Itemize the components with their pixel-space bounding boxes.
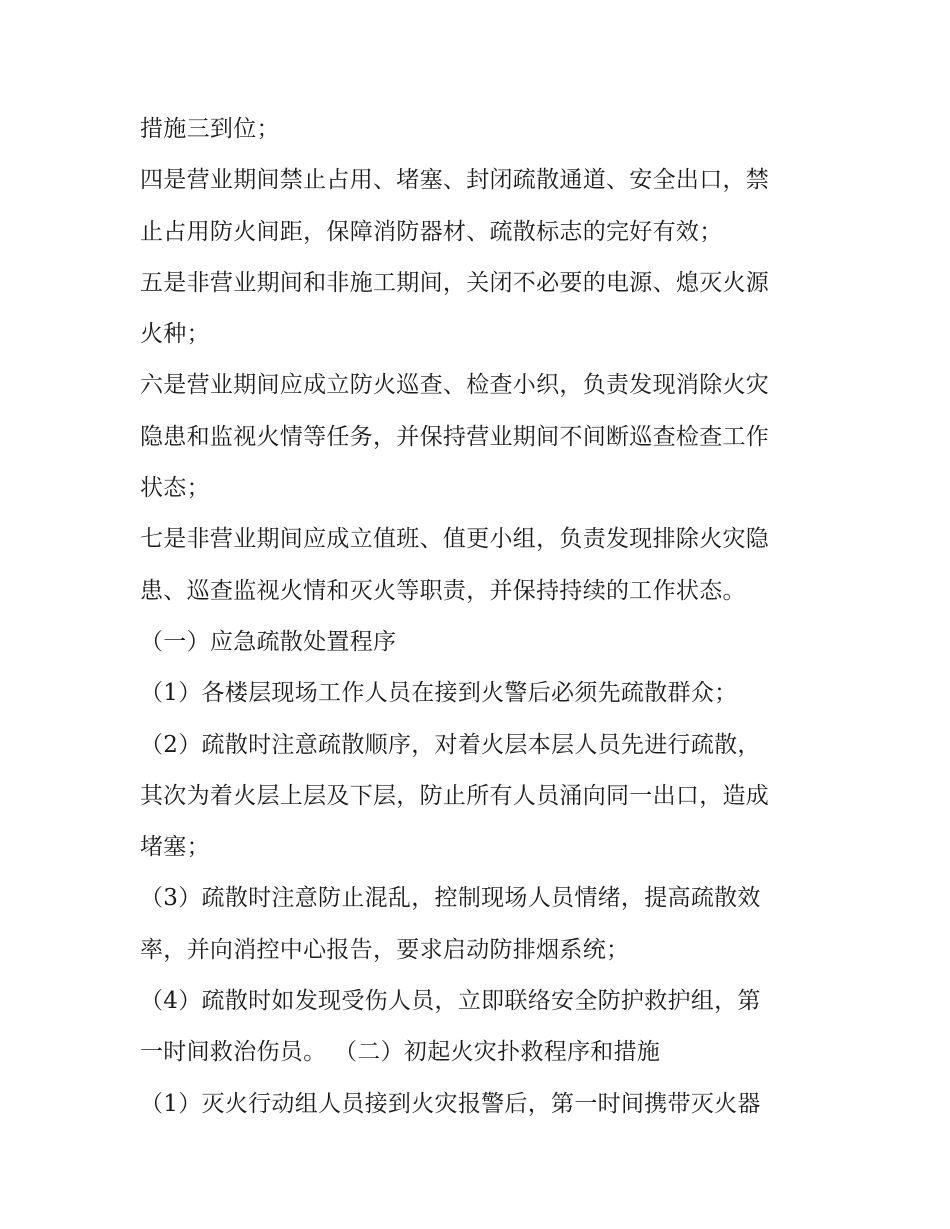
text-line: （1）各楼层现场工作人员在接到火警后必须先疏散群众； — [140, 680, 738, 707]
text-line: 七是非营业期间应成立值班、值更小组，负责发现排除火灾隐 — [140, 526, 770, 553]
text-line: 率，并向消控中心报告，要求启动防排烟系统； — [140, 936, 630, 963]
text-line: 六是营业期间应成立防火巡查、检查小织，负责发现消除火灾 — [140, 372, 770, 399]
text-line: 患、巡查监视火情和灭火等职责，并保持持续的工作状态。 — [140, 577, 746, 604]
section-heading: （一）应急疏散处置程序 — [140, 628, 397, 655]
text-line: （3）疏散时注意防止混乱，控制现场人员情绪，提高疏散效 — [140, 885, 761, 912]
text-line: 状态； — [140, 475, 210, 502]
text-line: （1）灭火行动组人员接到火灾报警后，第一时间携带灭火器 — [140, 1090, 761, 1117]
text-line: （4）疏散时如发现受伤人员，立即联络安全防护救护组，第 — [140, 988, 761, 1015]
text-line: 止占用防火间距，保障消防器材、疏散标志的完好有效； — [140, 218, 723, 245]
text-line: 其次为着火层上层及下层，防止所有人员涌向同一出口，造成 — [140, 782, 770, 809]
text-line: （2）疏散时注意疏散顺序，对着火层本层人员先进行疏散， — [140, 731, 761, 758]
text-line: 措施三到位； — [140, 116, 280, 142]
text-line: 火种； — [140, 321, 210, 348]
text-line: 一时间救治伤员。 （二）初起火灾扑救程序和措施 — [140, 1039, 661, 1066]
text-line: 堵塞； — [140, 834, 210, 861]
text-line: 四是营业期间禁止占用、堵塞、封闭疏散通道、安全出口，禁 — [140, 167, 770, 194]
text-line: 隐患和监视火情等任务，并保持营业期间不间断巡查检查工作 — [140, 423, 770, 450]
text-line: 五是非营业期间和非施工期间，关闭不必要的电源、熄灭火源 — [140, 269, 770, 296]
document-body — [140, 104, 820, 1130]
